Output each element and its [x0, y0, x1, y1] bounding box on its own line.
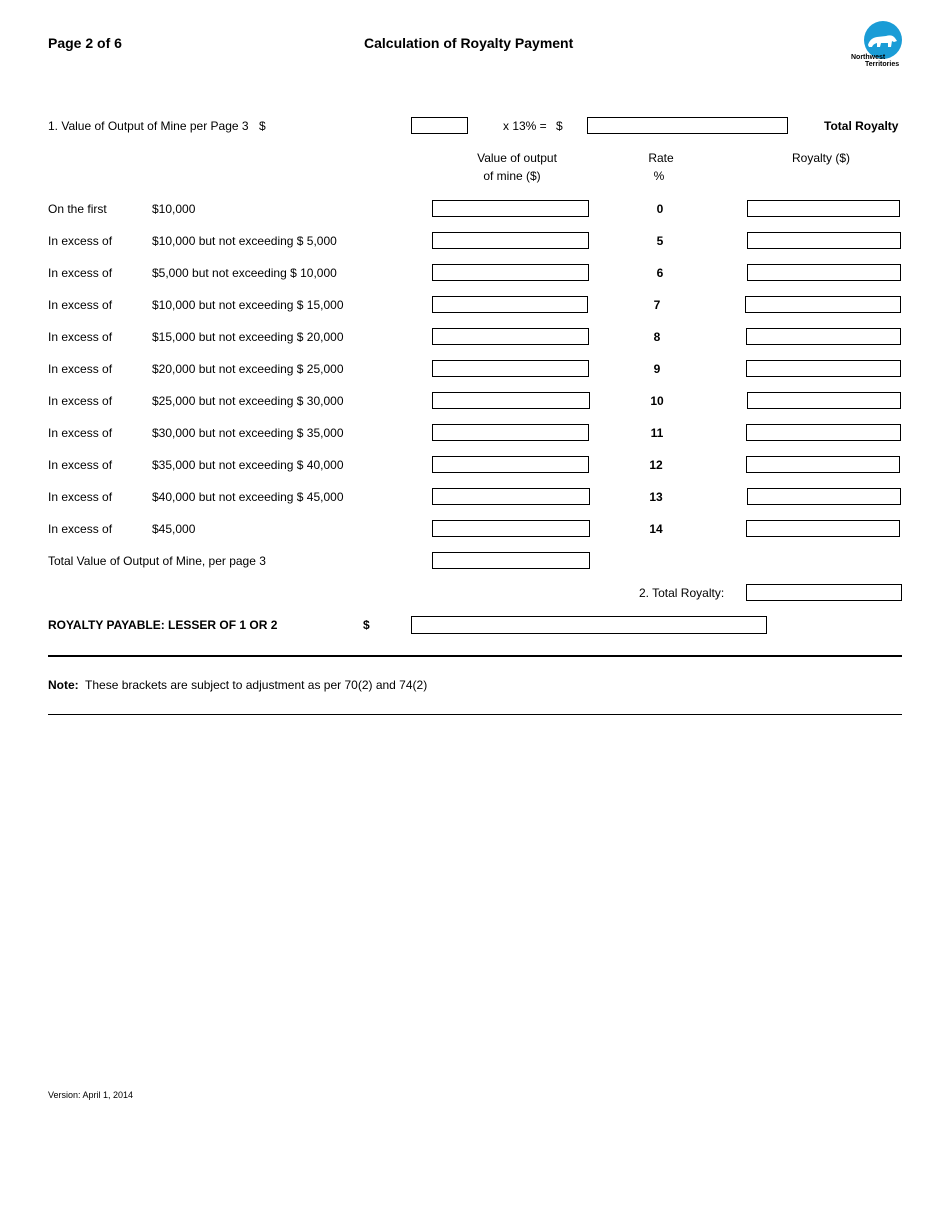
- bracket-value-input[interactable]: [432, 232, 589, 249]
- bracket-rate: 8: [653, 330, 661, 344]
- logo-text-line2: Territories: [865, 61, 900, 68]
- total-royalty-label: Total Royalty: [824, 119, 899, 133]
- bracket-prefix: In excess of: [48, 234, 113, 248]
- bracket-royalty-input[interactable]: [746, 456, 900, 473]
- bracket-row: [0, 449, 950, 481]
- note: [48, 678, 427, 692]
- page-title: Calculation of Royalty Payment: [364, 35, 574, 51]
- bracket-royalty-input[interactable]: [746, 520, 900, 537]
- bracket-prefix: In excess of: [48, 522, 113, 536]
- bracket-royalty-input[interactable]: [746, 360, 901, 377]
- bracket-value-input[interactable]: [432, 200, 589, 217]
- bracket-rate: 6: [656, 266, 664, 280]
- bracket-prefix: In excess of: [48, 362, 113, 376]
- line1-multiplier: x 13% =: [503, 119, 547, 133]
- bracket-range: $5,000 but not exceeding $ 10,000: [152, 266, 337, 280]
- bracket-row: [0, 289, 950, 321]
- bracket-row: [0, 257, 950, 289]
- royalty-payable-label: ROYALTY PAYABLE: LESSER OF 1 OR 2: [48, 618, 278, 632]
- bracket-row: [0, 321, 950, 353]
- bracket-royalty-input[interactable]: [745, 296, 901, 313]
- bracket-row: [0, 353, 950, 385]
- bracket-rate: 11: [650, 426, 664, 440]
- version-label: Version: April 1, 2014: [48, 1090, 134, 1100]
- bracket-row: [0, 513, 950, 545]
- bracket-rate: 13: [649, 490, 663, 504]
- bracket-value-input[interactable]: [432, 328, 589, 345]
- bracket-value-input[interactable]: [432, 520, 590, 537]
- col-value-line2: of mine ($): [483, 169, 541, 183]
- col-value-line1: Value of output: [477, 151, 557, 165]
- divider: [48, 655, 902, 657]
- bracket-row: [0, 225, 950, 257]
- bracket-row: [0, 385, 950, 417]
- line1-label: 1. Value of Output of Mine per Page 3: [48, 119, 249, 133]
- bracket-value-input[interactable]: [432, 264, 589, 281]
- col-royalty: Royalty ($): [791, 151, 850, 165]
- bracket-range: $45,000: [152, 522, 196, 536]
- col-rate-line1: Rate: [648, 151, 674, 165]
- logo-text-line1: Northwest: [851, 54, 886, 61]
- bracket-royalty-input[interactable]: [746, 424, 901, 441]
- bracket-range: $10,000: [152, 202, 196, 216]
- bracket-royalty-input[interactable]: [747, 232, 901, 249]
- nwt-logo: [846, 20, 906, 70]
- bracket-value-input[interactable]: [432, 360, 589, 377]
- bracket-row: [0, 417, 950, 449]
- bracket-range: $10,000 but not exceeding $ 5,000: [152, 234, 337, 248]
- bracket-value-input[interactable]: [432, 488, 590, 505]
- line1-royalty-input[interactable]: [587, 117, 788, 134]
- bracket-rate: 14: [649, 522, 663, 536]
- bracket-range: $10,000 but not exceeding $ 15,000: [152, 298, 344, 312]
- bracket-range: $20,000 but not exceeding $ 25,000: [152, 362, 344, 376]
- bracket-row: [0, 193, 950, 225]
- bracket-rate: 9: [653, 362, 661, 376]
- bracket-prefix: In excess of: [48, 426, 113, 440]
- bracket-value-input[interactable]: [432, 424, 589, 441]
- bracket-rate: 0: [656, 202, 664, 216]
- col-rate-line2: %: [653, 169, 665, 183]
- royalty-payable-input[interactable]: [411, 616, 767, 634]
- note-text: These brackets are subject to adjustment as per 70(2) and 74(2): [85, 678, 428, 692]
- bracket-value-input[interactable]: [432, 392, 590, 409]
- bracket-value-input[interactable]: [432, 296, 588, 313]
- bracket-prefix: In excess of: [48, 490, 113, 504]
- divider: [48, 714, 902, 715]
- royalty-payable-dollar: $: [363, 618, 370, 632]
- bracket-range: $40,000 but not exceeding $ 45,000: [152, 490, 344, 504]
- bracket-rate: 12: [649, 458, 663, 472]
- bracket-range: $15,000 but not exceeding $ 20,000: [152, 330, 344, 344]
- bracket-rate: 7: [653, 298, 661, 312]
- bracket-prefix: In excess of: [48, 266, 113, 280]
- bracket-prefix: In excess of: [48, 298, 113, 312]
- bracket-prefix: In excess of: [48, 330, 113, 344]
- bracket-range: $30,000 but not exceeding $ 35,000: [152, 426, 344, 440]
- bracket-royalty-input[interactable]: [747, 200, 900, 217]
- total-royalty-input[interactable]: [746, 584, 902, 601]
- bracket-prefix: On the first: [48, 202, 107, 216]
- bracket-row: [0, 481, 950, 513]
- total-value-label: Total Value of Output of Mine, per page 3: [48, 554, 266, 568]
- bracket-royalty-input[interactable]: [747, 264, 901, 281]
- total-value-input[interactable]: [432, 552, 590, 569]
- line1-value-input[interactable]: [411, 117, 468, 134]
- bracket-range: $25,000 but not exceeding $ 30,000: [152, 394, 344, 408]
- bracket-prefix: In excess of: [48, 458, 113, 472]
- note-label: Note:: [48, 678, 79, 692]
- bracket-value-input[interactable]: [432, 456, 589, 473]
- page-number: Page 2 of 6: [48, 35, 122, 51]
- line1-dollar: $: [259, 119, 266, 133]
- bracket-range: $35,000 but not exceeding $ 40,000: [152, 458, 344, 472]
- bracket-rate: 10: [650, 394, 664, 408]
- bracket-royalty-input[interactable]: [747, 488, 901, 505]
- line2-total-royalty-label: 2. Total Royalty:: [639, 586, 725, 600]
- line1-dollar2: $: [556, 119, 563, 133]
- bracket-royalty-input[interactable]: [747, 392, 901, 409]
- bracket-rate: 5: [656, 234, 664, 248]
- bracket-prefix: In excess of: [48, 394, 113, 408]
- bracket-royalty-input[interactable]: [746, 328, 901, 345]
